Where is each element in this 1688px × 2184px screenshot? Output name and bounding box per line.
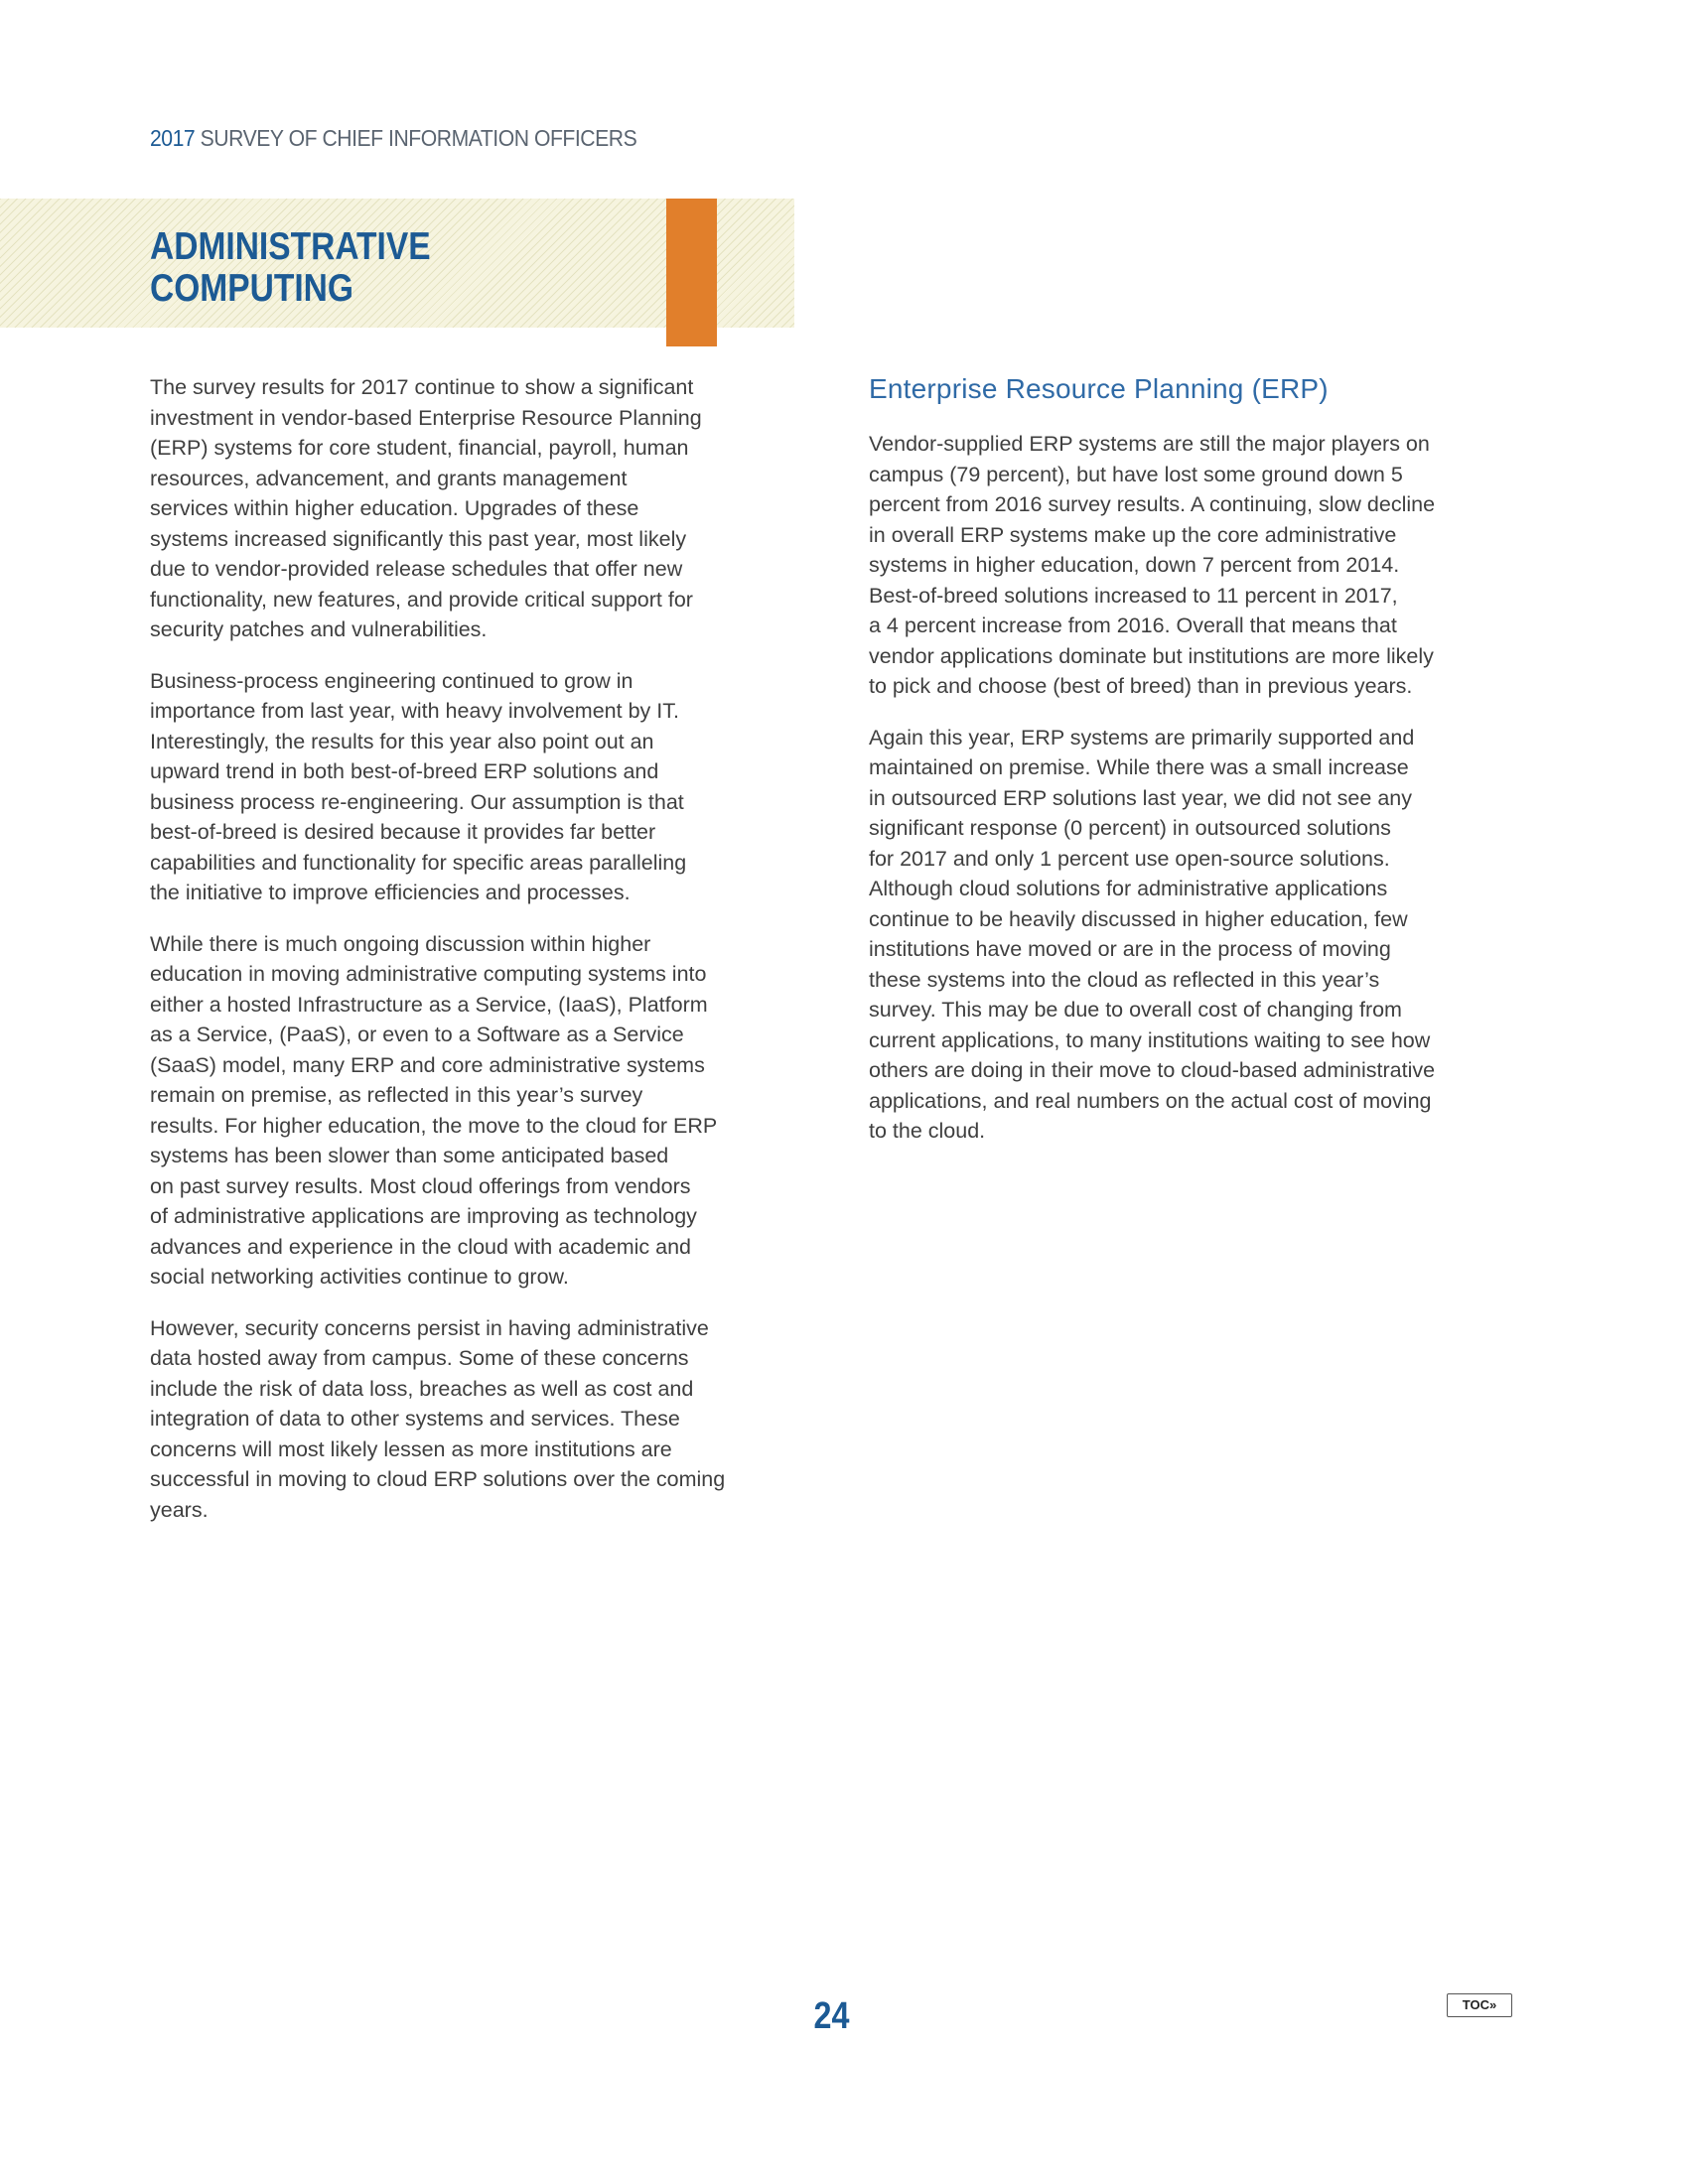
body-paragraph: Business-process engineering continued to grow in importance from last year, with heavy involvement by IT. Interestingly, the results for this year also point out an upward trend in both best-of-breed ERP solutions and business process re-engineering. Our assumption is that best-of-breed is desired because it provides far better capabilities and functionality for specific areas paralleling the initiative to improve efficiencies and processes. bbox=[150, 668, 687, 904]
running-header bbox=[150, 125, 636, 152]
body-paragraph: Vendor-supplied ERP systems are still the major players on campus (79 percent), but have lost some ground down 5 percent from 2016 survey results. A continuing, slow decline in overall ERP systems make up the core administrative systems in higher education, down 7 percent from 2014. Best-of-breed solutions increased to 11 percent in 2017, a 4 percent increase from 2016. Overall that means that vendor applications dominate but institutions are more likely to pick and choose (best of breed) than in previous years. bbox=[869, 432, 1436, 698]
header-year: 2017 bbox=[150, 125, 196, 151]
section-title-line-1: ADMINISTRATIVE bbox=[150, 225, 431, 268]
left-column bbox=[150, 372, 805, 1546]
header-title: SURVEY OF CHIEF INFORMATION OFFICERS bbox=[200, 125, 637, 151]
body-paragraph: However, security concerns persist in having administrative data hosted away from campus. Some of these concerns include the risk of data loss, breaches as well as cost and integration of data to other systems and services. These concerns will most likely lessen as more institutions are successful in moving to cloud ERP solutions over the coming years. bbox=[150, 1315, 726, 1522]
erp-subheading: Enterprise Resource Planning (ERP) bbox=[869, 373, 1329, 404]
right-column bbox=[869, 429, 1524, 1167]
body-paragraph: Again this year, ERP systems are primarily supported and maintained on premise. While there was a small increase in outsourced ERP solutions last year, we did not see any significant response (0 percent) in outsourced solutions for 2017 and only 1 percent use open-source solutions. Although cloud solutions for administrative applications continue to be heavily discussed in higher education, few institutions have moved or are in the process of moving these systems into the cloud as reflected in this year’s survey. This may be due to overall cost of changing from current applications, to many institutions waiting to see how others are doing in their move to cloud-based administrative applications, and real numbers on the actual cost of moving to the cloud. bbox=[869, 725, 1436, 1143]
body-paragraph: The survey results for 2017 continue to show a significant investment in vendor-based Enterprise Resource Planning (ERP) systems for core student, financial, payroll, human resources, advancement, and grants management services within higher education. Upgrades of these systems increased significantly this past year, most likely due to vendor-provided release schedules that offer new functionality, new features, and provide critical support for security patches and vulnerabilities. bbox=[150, 375, 702, 641]
section-title bbox=[150, 226, 431, 310]
section-title-line-2: COMPUTING bbox=[150, 267, 353, 310]
page-number: 24 bbox=[813, 1995, 850, 2037]
toc-link-button[interactable]: TOC» bbox=[1447, 1993, 1512, 2017]
body-paragraph: While there is much ongoing discussion within higher education in moving administrative computing systems into either a hosted Infrastructure as a Service, (IaaS), Platform as a Service, (PaaS), or even to a Software as a Service (SaaS) model, many ERP and core administrative systems remain on premise, as reflected in this year’s survey results. For higher education, the move to the cloud for ERP systems has been slower than some anticipated based on past survey results. Most cloud offerings from vendors of administrative applications are improving as technology advances and experience in the cloud with academic and social networking activities continue to grow. bbox=[150, 931, 718, 1289]
banner-accent-bar bbox=[666, 199, 717, 346]
